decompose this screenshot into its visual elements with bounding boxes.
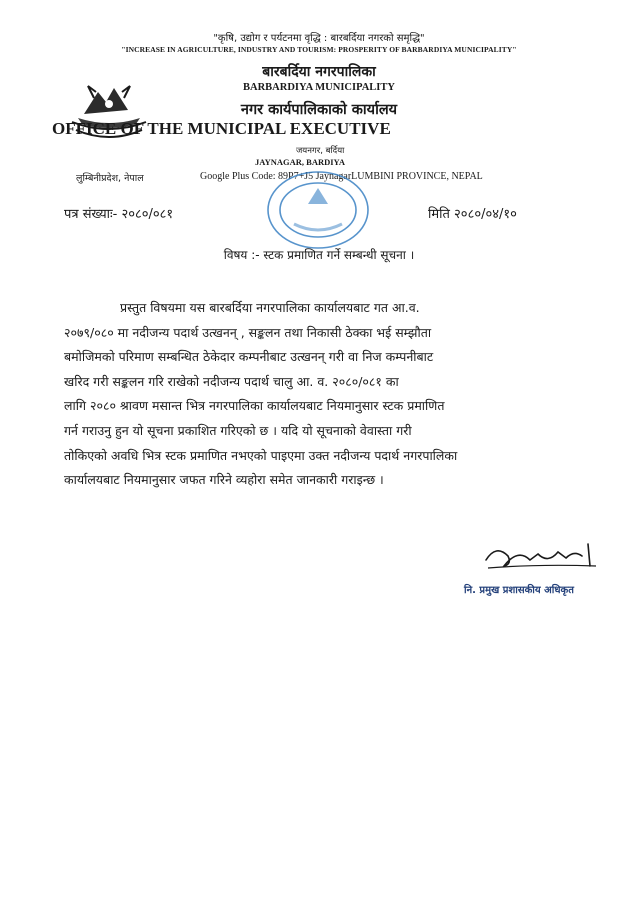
- body-line: लागि २०८० श्रावण मसान्त भित्र नगरपालिका कार्यालयबाट नियमानुसार स्टक प्रमाणित: [64, 398, 445, 414]
- address-nepali: जयनगर, बर्दिया: [296, 146, 345, 156]
- municipality-name-english: BARBARDIYA MUNICIPALITY: [243, 82, 395, 93]
- body-line: खरिद गरी सङ्कलन गरि राखेको नदीजन्य पदार्थ चालु आ. व. २०८०/०८१ का: [64, 373, 399, 389]
- office-name-english: OFFICE OF THE MUNICIPAL EXECUTIVE: [52, 119, 391, 138]
- address-english: JAYNAGAR, BARDIYA: [255, 157, 346, 167]
- body-line: प्रस्तुत विषयमा यस बारबर्दिया नगरपालिका कार्यालयबाट गत आ.व.: [120, 300, 420, 315]
- motto-english: "INCREASE IN AGRICULTURE, INDUSTRY AND TOURISM: PROSPERITY OF BARBARDIYA MUNICIPALITY": [121, 45, 517, 54]
- subject-line: विषय :- स्टक प्रमाणित गर्ने सम्बन्धी सूचना ।: [223, 248, 415, 262]
- letter-body: [64, 296, 578, 493]
- body-line: बमोजिमको परिमाण सम्बन्धित ठेकेदार कम्पनीबाट उत्खनन् गरी वा निज कम्पनीबाट: [64, 349, 434, 365]
- body-line: २०७९/०८० मा नदीजन्य पदार्थ उत्खनन् , सङ्कलन तथा निकासी ठेक्का भई सम्झौता: [64, 324, 432, 340]
- body-line: कार्यालयबाट नियमानुसार जफत गरिने व्यहोरा समेत जानकारी गराइन्छ ।: [64, 472, 384, 488]
- office-name-nepali: नगर कार्यपालिकाको कार्यालय: [240, 102, 398, 118]
- office-seal-stamp: [264, 168, 372, 252]
- body-line: गर्न गराउनु हुन यो सूचना प्रकाशित गरिएको छ । यदि यो सूचनाको वेवास्ता गरी: [64, 422, 412, 438]
- handwritten-signature: [478, 538, 606, 574]
- motto-nepali: "कृषि, उद्योग र पर्यटनमा वृद्धि : बारबर्दिया नगरको समृद्धि": [213, 33, 425, 44]
- municipality-name-nepali: बारबर्दिया नगरपालिका: [262, 64, 376, 80]
- reference-number: पत्र संख्याः- २०८०/०८१: [64, 207, 174, 222]
- contact-line: Google Plus Code: 89P7+J5 JaynagarLUMBINI PROVINCE, NEPAL: [200, 171, 483, 182]
- body-line: तोकिएको अवधि भित्र स्टक प्रमाणित नभएको पाइएमा उक्त नदीजन्य पदार्थ नगरपालिका: [64, 447, 458, 463]
- letter-date: मिति २०८०/०४/१०: [428, 207, 517, 222]
- signer-title: नि. प्रमुख प्रशासकीय अधिकृत: [464, 585, 574, 596]
- province-nepali: लुम्बिनीप्रदेश, नेपाल: [76, 173, 144, 184]
